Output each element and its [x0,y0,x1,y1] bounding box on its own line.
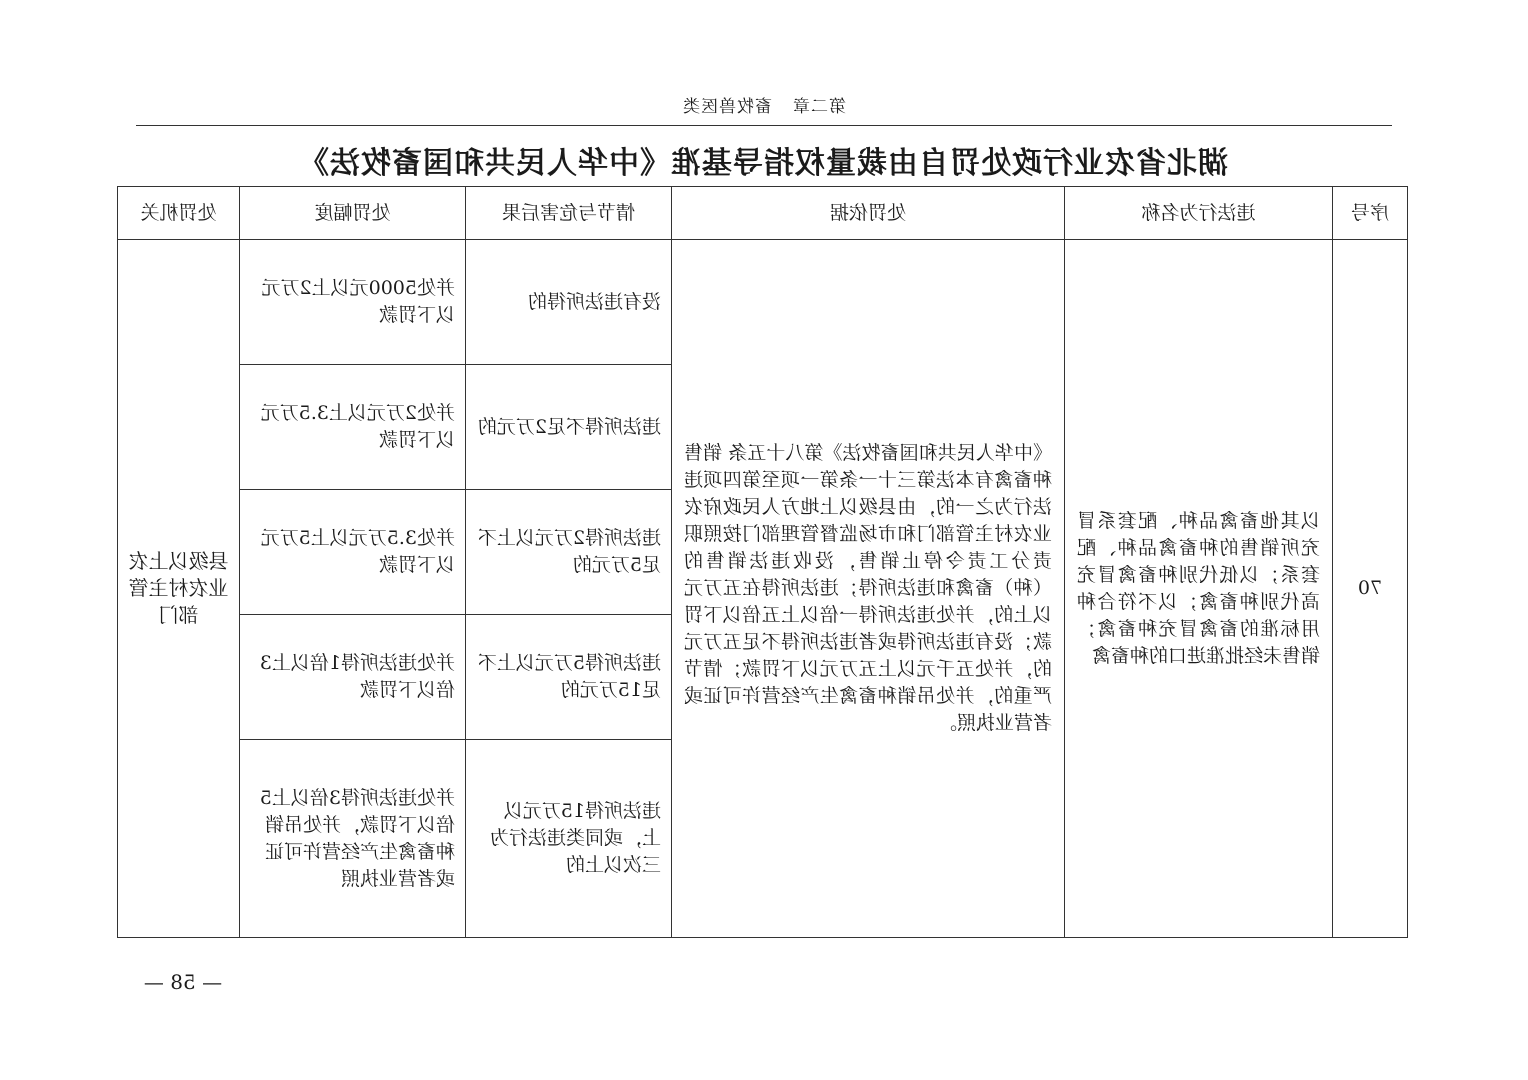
basis-cell: 《中华人民共和国畜牧法》第八十五条 销售种畜禽有本法第三十一条第一项至第四项违法行为之一的，由县级以上地方人民政府农业农村主管部门和市场监督管理部门按照职责分工责令停止销售，没收违法销售的（种）畜禽和违法所得；违法所得在五万元以上的，并处违法所得一倍以上五倍以下罚款；没有违法所得或者违法所得不足五万元的，并处五千元以上五万元以下罚款；情节严重的，并处吊销种畜禽生产经营许可证或者营业执照。 [672,240,1065,938]
header-rule [136,125,1392,126]
circumstance-cell: 违法所得不足2万元的 [466,365,672,490]
authority-cell: 县级以上农业农村主管部门 [118,240,240,938]
violation-cell: 以其他畜禽品种、配套系冒充所销售的种畜禽品种、配套系；以低代别种畜禽冒充高代别种畜禽；以不符合种用标准的畜禽冒充种畜禽；销售未经批准进口的种畜禽 [1065,240,1333,938]
table-row [118,240,1408,365]
column-header-penalty: 处罚幅度 [240,187,466,240]
table-header-row [118,187,1408,240]
column-header-authority: 处罚机关 [118,187,240,240]
penalty-cell: 并处违法所得1倍以上3倍以下罚款 [240,615,466,740]
penalty-cell: 并处3.5万元以上5万元以下罚款 [240,490,466,615]
circumstance-cell: 违法所得5万元以上不足15万元的 [466,615,672,740]
circumstance-cell: 违法所得15万元以上，或同类违法行为三次以上的 [466,740,672,938]
penalty-cell: 并处违法所得3倍以上5倍以下罚款，并处吊销种畜禽生产经营许可证或者营业执照 [240,740,466,938]
section-label: 畜牧兽医类 [682,97,772,117]
penalty-table [117,186,1408,938]
column-header-circumstance: 情节与危害后果 [466,187,672,240]
column-header-seq: 序号 [1333,187,1408,240]
page-number: — 58 — [143,970,223,994]
running-header [136,92,1392,117]
seq-cell: 70 [1333,240,1408,938]
document-title: 湖北省农业行政处罚自由裁量权指导基准《中华人民共和国畜牧法》 [298,146,1228,181]
penalty-cell: 并处5000元以上2万元以下罚款 [240,240,466,365]
chapter-label: 第二章 [792,97,846,117]
column-header-basis: 处罚依据 [672,187,1065,240]
column-header-violation: 违法行为名称 [1065,187,1333,240]
penalty-cell: 并处2万元以上3.5万元以下罚款 [240,365,466,490]
circumstance-cell: 没有违法所得的 [466,240,672,365]
circumstance-cell: 违法所得2万元以上不足5万元的 [466,490,672,615]
